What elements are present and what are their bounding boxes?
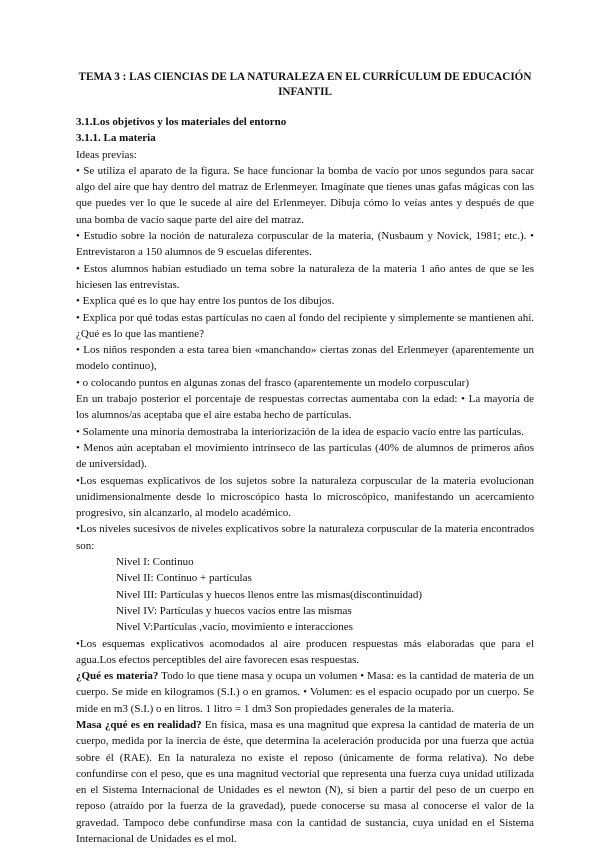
paragraph: • Menos aún aceptaban el movimiento intrínseco de las partículas (40% de alumnos de primeros años de universidad). bbox=[76, 441, 534, 471]
level-item: Nivel V:Partículas ,vacío, movimiento e interacciones bbox=[116, 621, 353, 634]
paragraph: • Estos alumnos habían estudiado un tema sobre la naturaleza de la materia 1 año antes de que se les hiciesen las entrevistas. bbox=[76, 262, 534, 291]
document-title: TEMA 3 : LAS CIENCIAS DE LA NATURALEZA EN EL CURRÍCULUM DE EDUCACIÓN INFANTIL bbox=[78, 71, 532, 98]
paragraph: •Los esquemas explicativos de los sujetos sobre la naturaleza corpuscular de la materia evolucionan unidimensionalmente desde lo microscópico hasta lo microscópico, manifestando un acercamiento progresivo, sin alcanzarlo, al modelo académico. bbox=[76, 474, 534, 520]
paragraph: •Los niveles sucesivos de niveles explicativos sobre la naturaleza corpuscular de la materia encontrados son: bbox=[76, 523, 534, 552]
paragraph: • Se utiliza el aparato de la figura. Se hace funcionar la bomba de vacío por unos segundos para sacar algo del aire que hay dentro del matraz de Erlenmeyer. Imagínate que tienes unas gafas mágicas con las que puedes ver lo que le sucede al aire del Erlenmeyer. Dibuja cómo lo veías antes y después de que una bomba de vacío saque parte del aire del matraz. bbox=[76, 164, 534, 226]
masa-paragraph bbox=[76, 717, 534, 847]
que-es-materia-lead: ¿Qué es materia? bbox=[76, 670, 159, 683]
paragraph: • Estudio sobre la noción de naturaleza corpuscular de la materia, (Nusbaum y Novick, 1981; etc.). • Entrevistaron a 150 alumnos de 9 escuelas diferentes. bbox=[76, 230, 534, 259]
masa-lead: Masa ¿qué es en realidad? bbox=[76, 718, 202, 731]
paragraph: • Explica por qué todas estas partículas no caen al fondo del recipiente y simplemente se mantienen ahí. ¿Qué es lo que las mantiene? bbox=[76, 311, 534, 340]
section-heading: 3.1.Los objetivos y los materiales del entorno bbox=[76, 116, 287, 128]
paragraph: Ideas previas: bbox=[76, 148, 137, 161]
paragraph: • Explica qué es lo que hay entre los puntos de los dibujos. bbox=[76, 295, 335, 308]
que-es-materia-text: Todo lo que tiene masa y ocupa un volumen • Masa: es la cantidad de materia de un cuerpo. Se mide en kilogramos (S.I.) o en gramos. • Volumen: es el espacio ocupado por un cuerpo. Se mide en m3 (S.I.) o en litros. 1 litro = 1 dm3 Son propiedades generales de la materia. bbox=[76, 670, 534, 715]
paragraph: •Los esquemas explicativos acomodados al aire producen respuestas más elaboradas que para el agua.Los efectos perceptibles del aire favorecen esas respuestas. bbox=[76, 637, 534, 666]
level-item: Nivel IV: Partículas y huecos vacíos entre las mismas bbox=[116, 604, 352, 617]
level-item: Nivel I: Continuo bbox=[116, 556, 194, 569]
masa-text: En física, masa es una magnitud que expresa la cantidad de materia de un cuerpo, medida por la inercia de éste, que determina la aceleración producida por una fuerza que actúa sobre él (RAE). En la naturaleza no existe el reposo (únicamente de forma relativa). No debe confundirse con el peso, que es una magnitud vectorial que representa una fuerza cuya unidad utilizada en el Sistema Internacional de Unidades es el newton (N), si bien a partir del peso de un cuerpo en reposo (atraído por la fuerza de la gravedad), puede conocerse su masa al conocerse el valor de la gravedad. Tampoco debe confundirse masa con la cantidad de sustancia, cuya unidad en el Sistema Internacional de Unidades es el mol. bbox=[76, 718, 534, 846]
paragraph: En un trabajo posterior el porcentaje de respuestas correctas aumentaba con la edad: • La mayoría de los alumnos/as aceptaba que el aire estaba hecho de partículas. bbox=[76, 393, 534, 422]
level-item: Nivel II: Continuo + partículas bbox=[116, 572, 252, 585]
paragraph: • Los niños responden a esta tarea bien «manchando» ciertas zonas del Erlenmeyer (aparentemente un modelo continuo), bbox=[76, 344, 534, 373]
document-page bbox=[76, 70, 534, 847]
subsection-heading: 3.1.1. La materia bbox=[76, 132, 156, 145]
paragraph: • o colocando puntos en algunas zonas del frasco (aparentemente un modelo corpuscular) bbox=[76, 376, 469, 389]
paragraph: • Solamente una minoría demostraba la interiorización de la idea de espacio vacío entre las partículas. bbox=[76, 425, 524, 438]
que-es-materia-paragraph bbox=[76, 668, 534, 717]
level-item: Nivel III: Partículas y huecos llenos entre las mismas(discontinuidad) bbox=[116, 588, 423, 601]
